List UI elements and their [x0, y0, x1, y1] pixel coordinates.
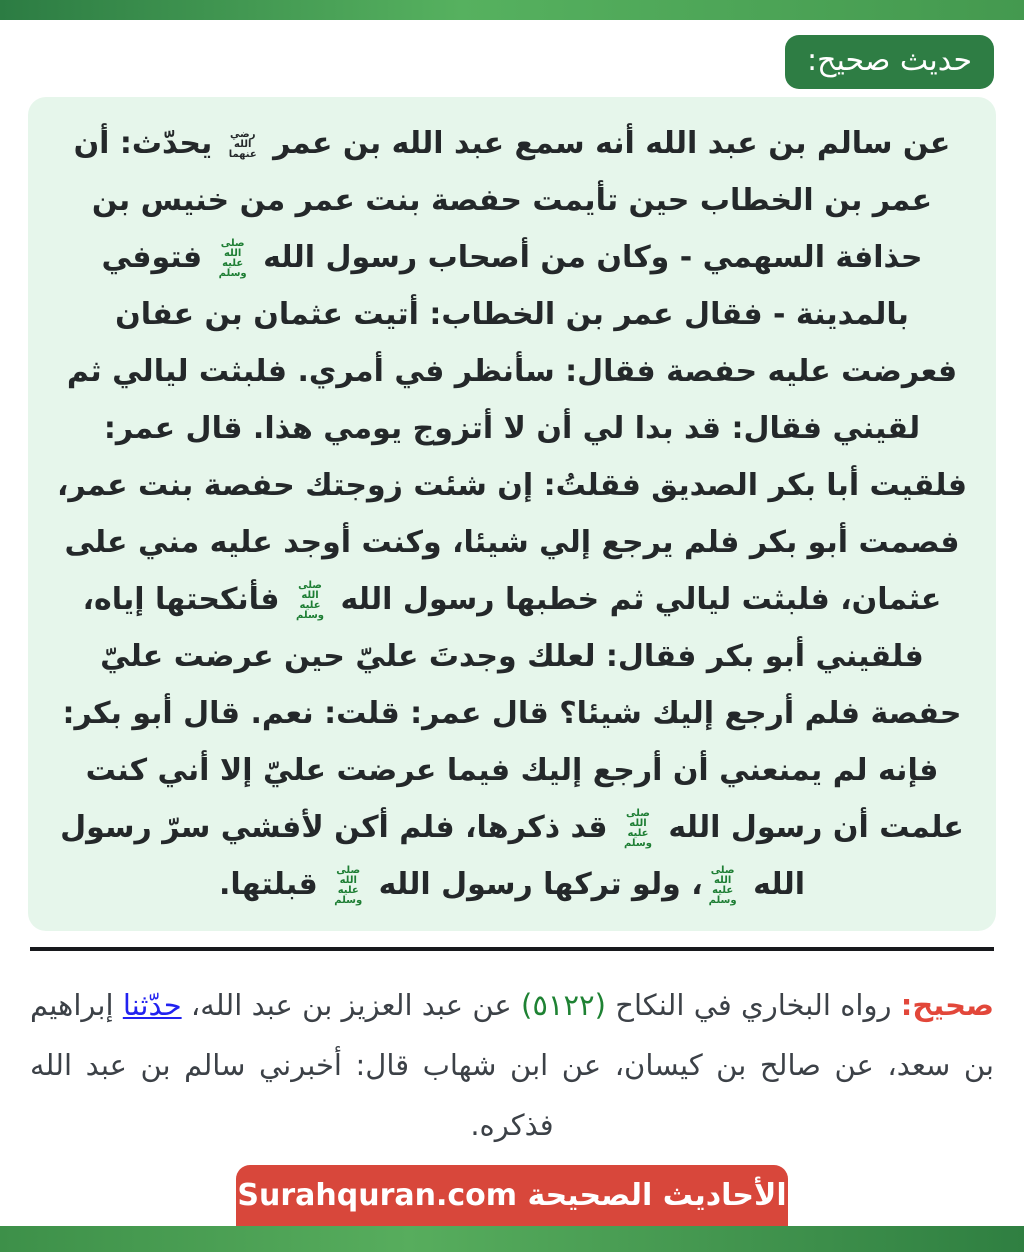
salla-allahu-alayhi-wasallam-symbol: صلى الله عليه وسلم: [218, 237, 247, 279]
text-segment: (٥١٢٢): [520, 988, 606, 1022]
text-segment: إبراهيم بن سعد، عن صالح بن كيسان، عن ابن شهاب قال: أخبرني سالم بن عبد الله فذكره.: [30, 988, 994, 1142]
salla-allahu-alayhi-wasallam-symbol: صلى الله عليه وسلم: [708, 864, 737, 906]
text-segment: عن عبد العزيز بن عبد الله،: [181, 988, 521, 1022]
text-segment: يحدّث: أن عمر بن الخطاب حين تأيمت حفصة بنت عمر من خنيس بن حذافة السهمي - وكان من أصحاب رسول الله: [73, 126, 933, 275]
haddathana-link[interactable]: حدّثنا: [122, 988, 182, 1022]
text-segment: صحيح:: [900, 988, 994, 1022]
radi-allahu-anhuma-symbol: رضي الله عنهما: [228, 128, 257, 160]
surahquran-site-button[interactable]: الأحاديث الصحيحة Surahquran.com: [236, 1165, 788, 1226]
hadith-status-badge: حديث صحيح:: [785, 35, 994, 89]
hadith-text: [56, 115, 968, 913]
bottom-green-bar: [0, 1226, 1024, 1252]
salla-allahu-alayhi-wasallam-symbol: صلى الله عليه وسلم: [334, 864, 363, 906]
text-segment: قد ذكرها، فلم أكن لأفشي سرّ رسول الله: [60, 810, 806, 902]
hadith-box: [28, 97, 996, 931]
text-segment: ، ولو تركها رسول الله: [368, 867, 703, 902]
text-segment: قبلتها.: [218, 867, 329, 902]
text-segment: عن سالم بن عبد الله أنه سمع عبد الله بن عمر: [262, 126, 951, 161]
text-segment: فأنكحتها إياه، فلقيني أبو بكر فقال: لعلك وجدتَ عليّ حين عرضت عليّ حفصة فلم أرجع إليك شيئا؟ قال عمر: قلت: نعم. قال أبو بكر: فإنه لم يمنعني أن أرجع إليك فيما عرضت عليّ إلا أني كنت علمت أن رسول الله: [62, 582, 964, 845]
text-segment: فتوفي بالمدينة - فقال عمر بن الخطاب: أتيت عثمان بن عفان فعرضت عليه حفصة فقال: سأنظر في أمري. فلبثت ليالي ثم لقيني فقال: قد بدا لي أن لا أتزوج يومي هذا. قال عمر: فلقيت أبا بكر الصديق فقلتُ: إن شئت زوجتك حفصة بنت عمر، فصمت أبو بكر فلم يرجع إلي شيئا، وكنت أوجد عليه مني على عثمان، فلبثت ليالي ثم خطبها رسول الله: [56, 240, 968, 617]
top-green-bar: [0, 0, 1024, 20]
divider-line: [30, 947, 994, 951]
source-paragraph: [30, 975, 994, 1155]
salla-allahu-alayhi-wasallam-symbol: صلى الله عليه وسلم: [623, 807, 652, 849]
badge-row: [0, 20, 1024, 89]
text-segment: رواه البخاري في النكاح: [605, 988, 901, 1022]
salla-allahu-alayhi-wasallam-symbol: صلى الله عليه وسلم: [296, 579, 325, 621]
